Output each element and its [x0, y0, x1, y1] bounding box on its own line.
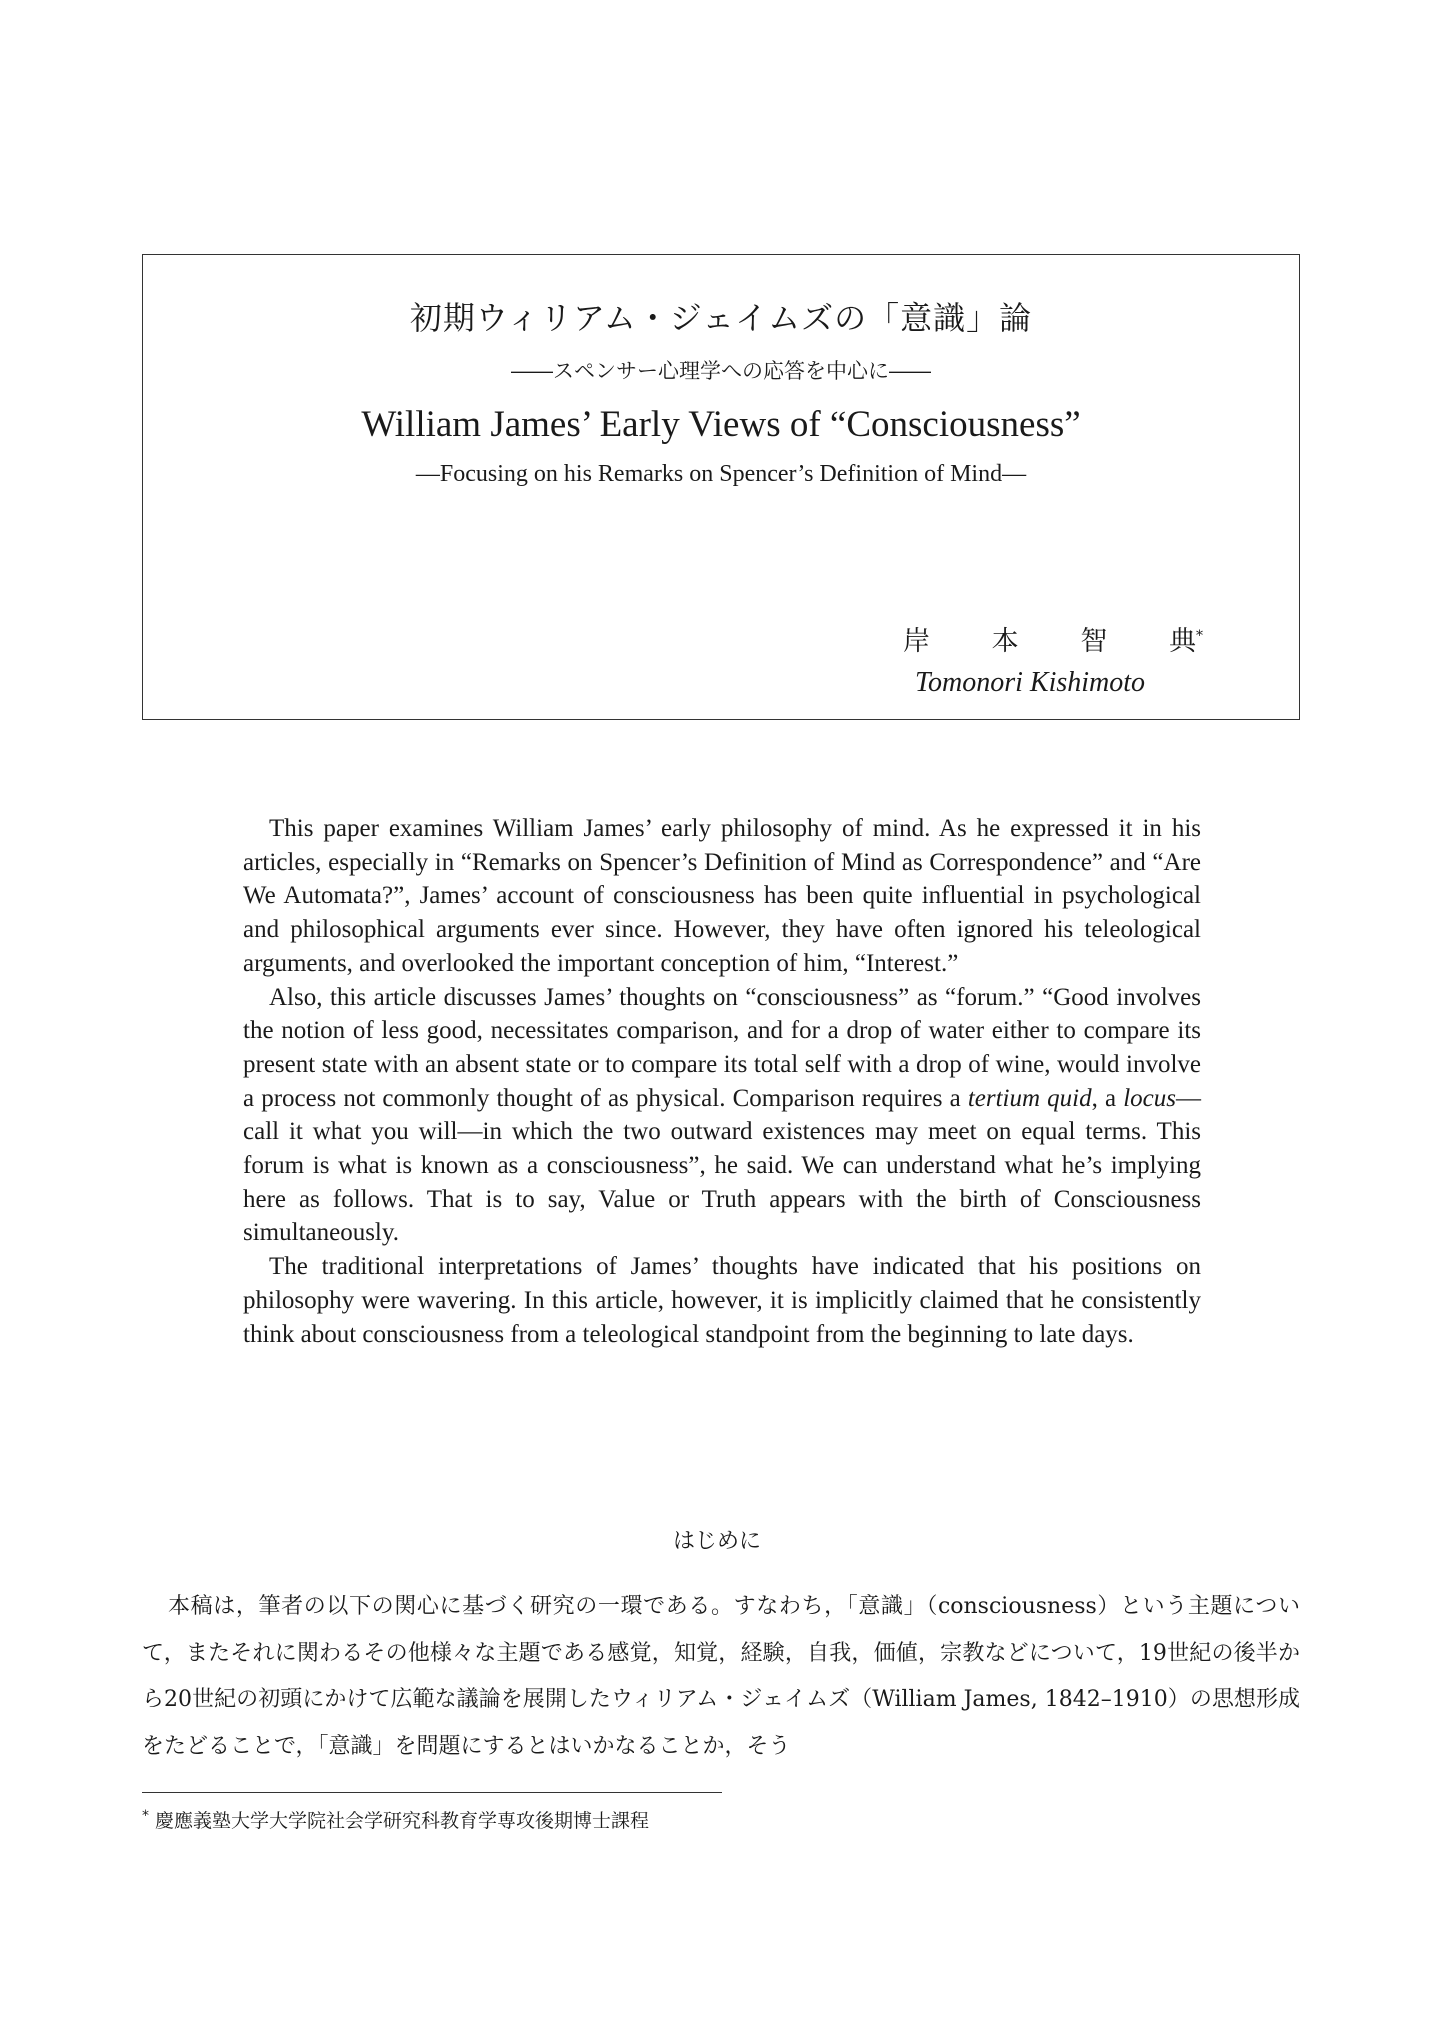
- footnote-text: 慶應義塾大学大学院社会学研究科教育学専攻後期博士課程: [155, 1810, 650, 1832]
- footnote: [142, 1806, 649, 1833]
- author-name-english: Tomonori Kishimoto: [915, 667, 1146, 698]
- abstract-paragraph-1: This paper examines William James’ early philosophy of mind. As he expressed it in his articles, especially in “Remarks on Spencer’s Definition of Mind as Correspondence” and “Are We Automata?”, James’ account of consciousness has been quite influential in psychological and philosophical arguments ever since. However, they have often ignored his teleological arguments, and overlooked the important conception of him, “Interest.”: [243, 815, 1201, 977]
- english-title: William James’ Early Views of “Consciousness”: [361, 404, 1081, 445]
- author-char: 岸: [903, 626, 930, 657]
- japanese-title: 初期ウィリアム・ジェイムズの「意識」論: [409, 299, 1033, 337]
- abstract-paragraph-2: Also, this article discusses James’ thoughts on “consciousness” as “forum.” “Good involves the notion of less good, necessitates comparison, and for a drop of water either to compare its present state with an absent state or to compare its total self with a drop of wine, would involve a process not commonly thought of as physical. Comparison requires a tertium quid, a locus—call it what you will—in which the two outward existences may meet on equal terms. This forum is what is known as a consciousness”, he said. We can understand what he’s implying here as follows. That is to say, Value or Truth appears with the birth of Consciousness simultaneously.: [243, 983, 1201, 1247]
- italic-term: tertium quid: [967, 1084, 1092, 1112]
- author-char: 典*: [1168, 626, 1203, 657]
- author-name-japanese: [903, 619, 1203, 658]
- japanese-subtitle: ――スペンサー心理学への応答を中心に――: [511, 359, 931, 383]
- author-footnote-mark: *: [1195, 628, 1203, 644]
- section-heading: はじめに: [672, 1529, 761, 1554]
- abstract-paragraph-3: The traditional interpretations of James’ thoughts have indicated that his positions on philosophy were wavering. In this article, however, it is implicitly claimed that he consistently think about consciousness from a teleological standpoint from the beginning to late days.: [243, 1253, 1201, 1348]
- english-subtitle: —Focusing on his Remarks on Spencer’s Definition of Mind—: [415, 461, 1027, 487]
- abstract: [243, 812, 1201, 1351]
- italic-term: locus: [1123, 1084, 1176, 1112]
- footnote-divider: [142, 1792, 722, 1793]
- author-char: 智: [1080, 626, 1108, 657]
- author-char: 本: [991, 626, 1019, 657]
- body-paragraph: 本稿は，筆者の以下の関心に基づく研究の一環である。すなわち，「意識」（consciousness）という主題について，またそれに関わるその他様々な主題である感覚，知覚，経験，自我，価値，宗教などについて，19世紀の後半から20世紀の初頭にかけて広範な議論を展開したウィリアム・ジェイムズ（William James, 1842–1910）の思想形成をたどることで，「意識」を問題にするとはいかなることか，そう: [142, 1594, 1300, 1759]
- footnote-mark: *: [142, 1807, 149, 1824]
- title-box: [142, 254, 1300, 720]
